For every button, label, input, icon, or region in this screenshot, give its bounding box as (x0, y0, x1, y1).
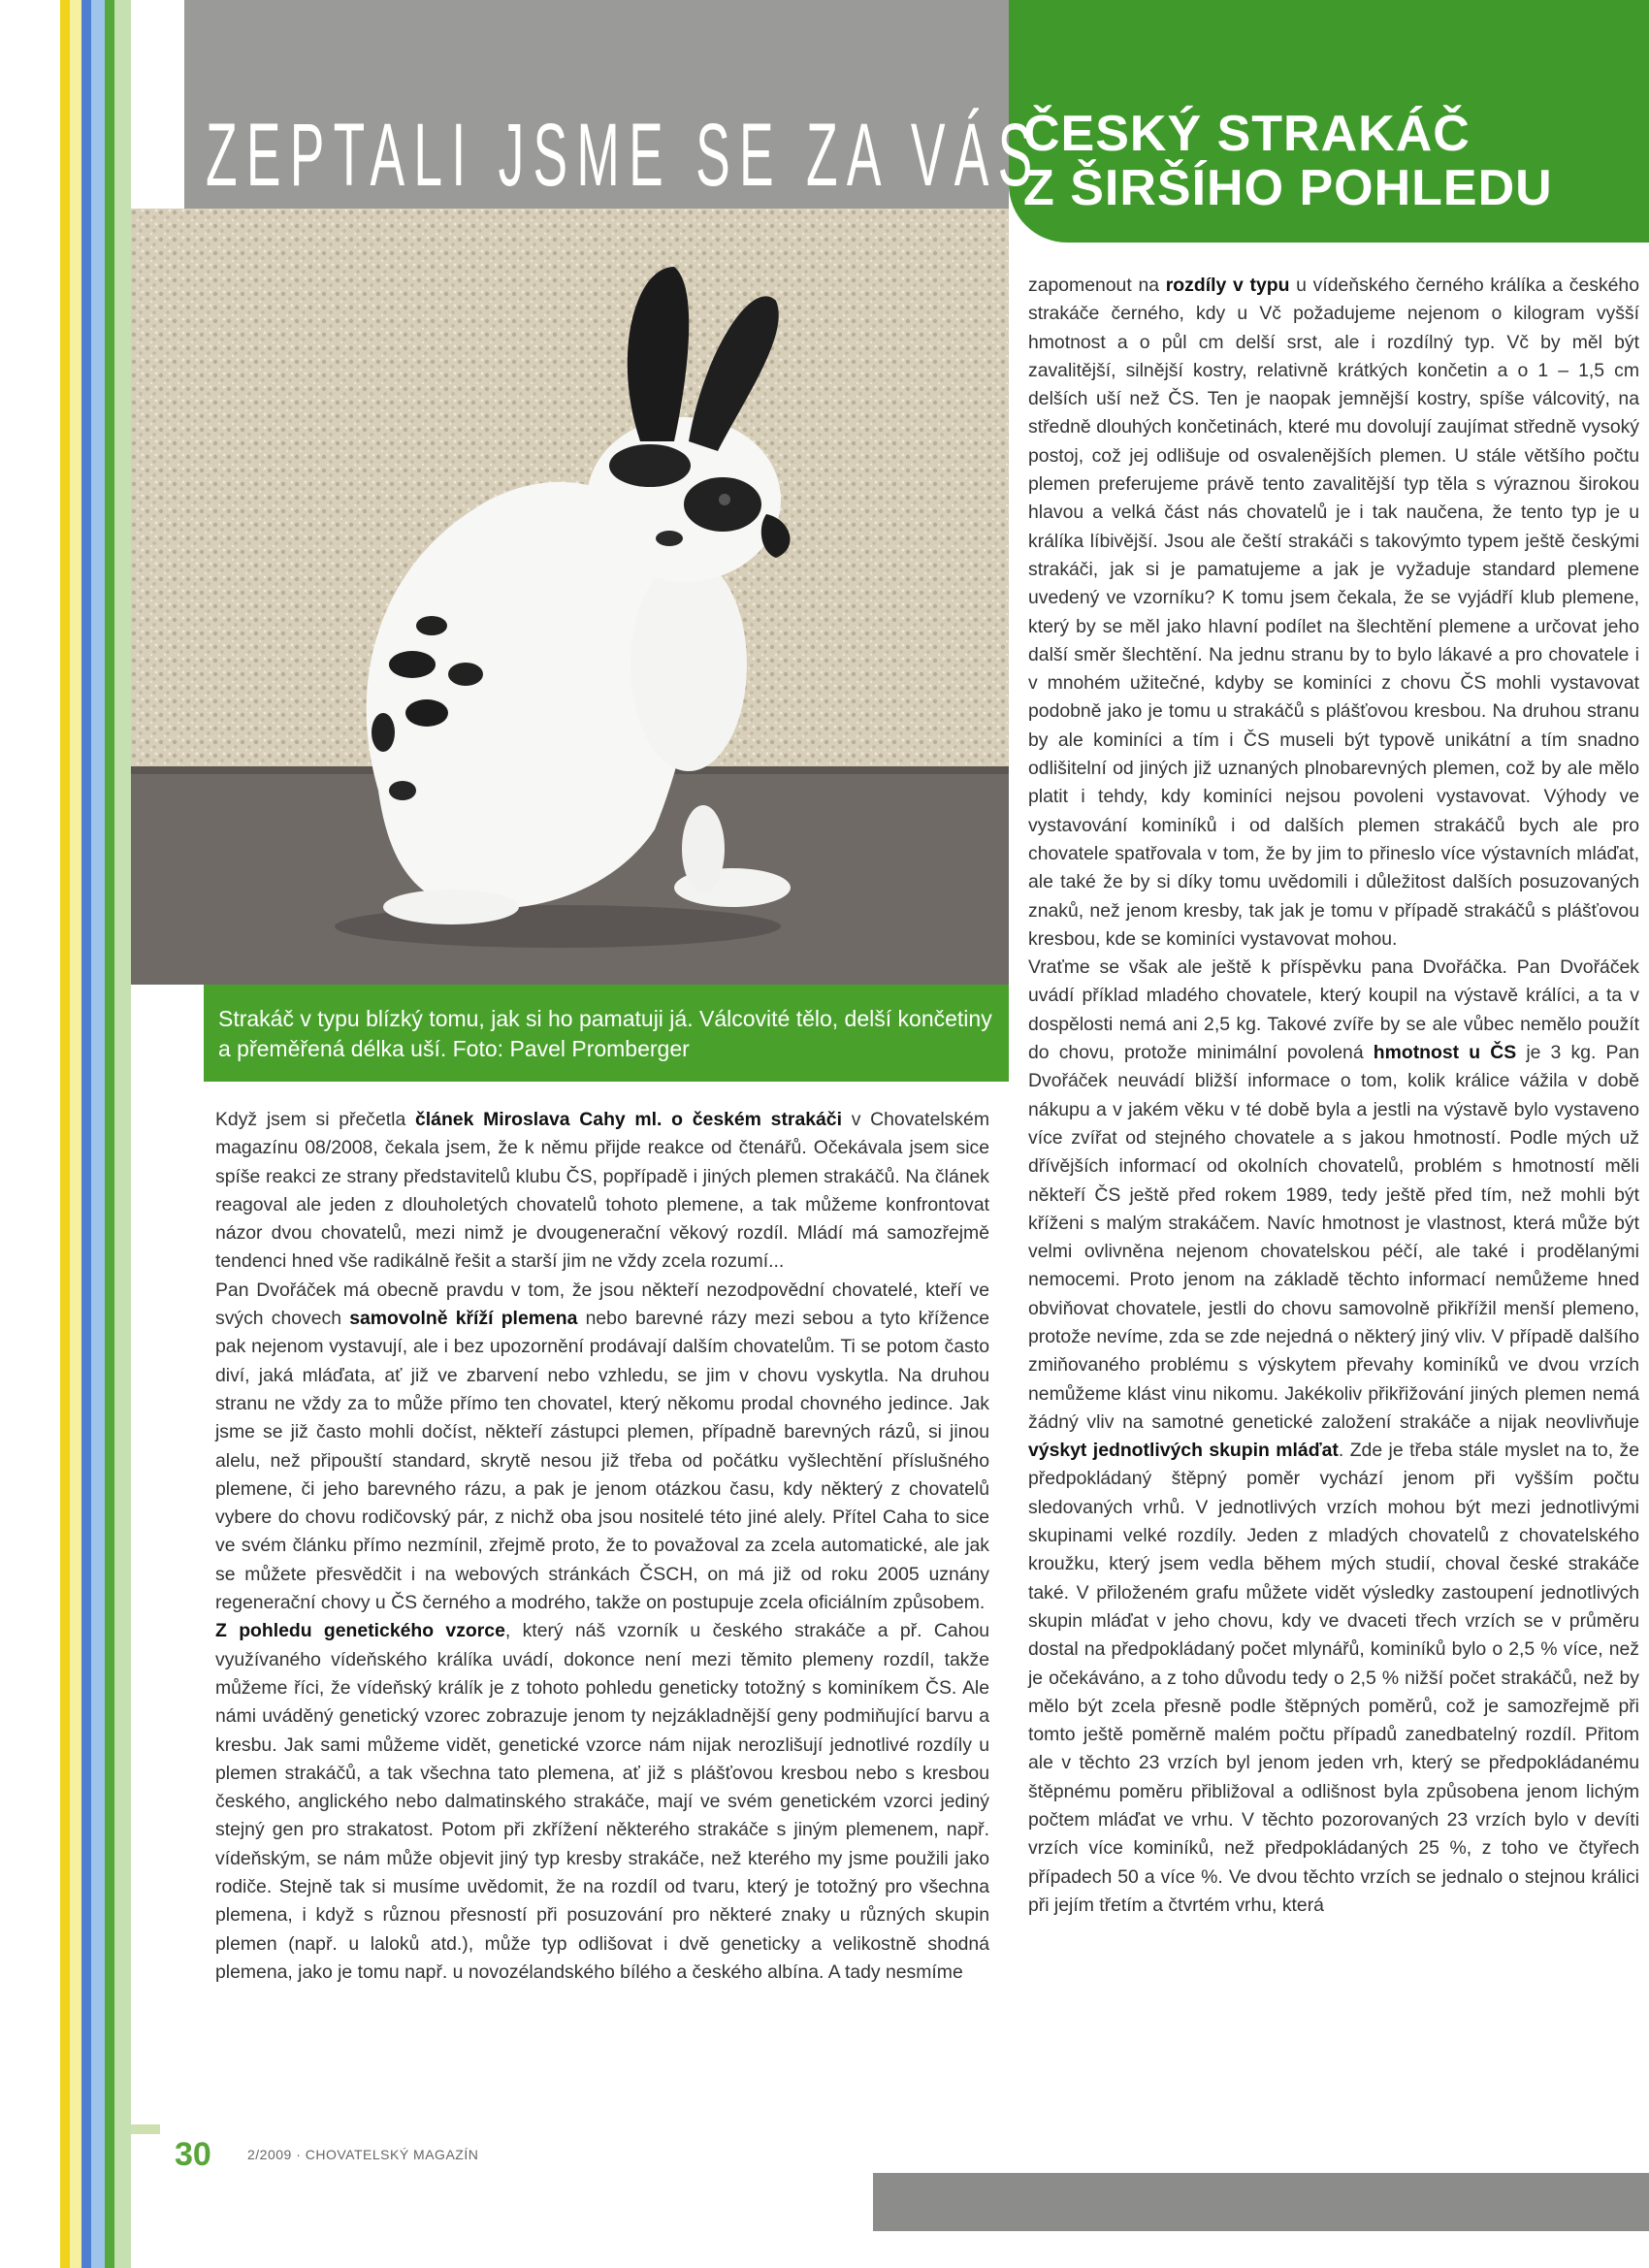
title-line-1: ČESKÝ STRAKÁČ (1023, 106, 1471, 162)
text-run: zapomenout na (1028, 275, 1166, 296)
bottom-gray-bar (873, 2173, 1649, 2231)
text-run: Pan Dvořáček má obecně pravdu v tom, že jsou někteří nezodpovědní chovatelé, kteří ve svých chovech (215, 1279, 989, 1330)
text-run: . Zde je třeba stále myslet na to, že předpokládaný štěpný poměr vychází jenom při vyšším počtu sledovaných vrhů. V jednotlivých vrzích mohou být mezi jednotlivými skupinami velké rozdíly. Jeden z mladých chovatelů z chovatelského kroužku, který jsem vedla během mých studií, choval české strakáče také. V přiloženém grafu můžete vidět výsledky zastoupení jednotlivých skupin mláďat v jeho chovu, kdy ve dvaceti třech vrzích se v průměru dostal na předpokládaný počet mlynářů, kominíků bylo o 2,5 % více, než je očekáváno, a z toho důvodu tedy o 2,5 % nižší počet strakáčů, než by mělo být zcela přesně podle štěpných poměrů, což je samozřejmě při tomto ještě poměrně malém počtu případů zanedbatelný rozdíl. Přitom ale v těchto 23 vrzích byl jenom jeden vrh, který se předpokládanému štěpnému poměru přibližoval a odlišnost byla způsobena jenom lichým počtem mláďat ve vrhu. V těchto pozorovaných 23 vrzích bylo v devíti vrzích více kominíků, než předpokládaných 25 %, z toho ve čtyřech případech 50 a více %. Ve dvou těchto vrzích se jednalo o stejnou králici při jejím třetím a čtvrtém vrhu, která (1028, 1440, 1639, 1916)
emphasis: hmotnost u ČS (1373, 1042, 1517, 1064)
left-paragraph-2 (215, 1277, 989, 1618)
emphasis: samovolně kříží plemena (349, 1308, 578, 1330)
left-paragraph-3 (215, 1617, 989, 1987)
emphasis: Z pohledu genetického vzorce (215, 1620, 505, 1642)
text-run: u vídeňského černého králíka a českého strakáče černého, kdy u Vč požadujeme nejenom o kilogram vyšší hmotnost a o půl cm delší srst, ale i rozdílný typ. Vč by měl být zavalitější, silnější kostry, relativně krátkých končetin a o 1 – 1,5 cm delších uší než ČS. Ten je naopak jemnější kostry, spíše válcovitý, na středně dlouhých končetinách, které mu dovolují zaujímat středně vysoký postoj, což jej odlišuje od osvalenějších plemen. U stále většího počtu plemen preferujeme právě tento zavalitější typ těla s výraznou širokou hlavou a velká část nás chovatelů je i tak naučena, že tento typ je u králíka líbivější. Jsou ale čeští strakáči s takovýmto typem ještě českými strakáči, jak si je pamatujeme a jak je vyžaduje standard plemene uvedený ve vzorníku? K tomu jsem čekala, že se vyjádří klub plemene, který by se měl jako hlavní podílet na šlechtění plemene a určovat jeho další směr šlechtění. Na jednu stranu by to bylo lákavé a pro chovatele i v mnohém užitečné, kdyby se kominíci z chovu ČS mohli vystavovat podobně jako je tomu u strakáčů s plášťovou kresbou. Na druhou stranu by ale kominíci a tím i ČS museli být typově unikátní a tím snadno odlišitelní od jiných již uznaných plnobarevných plemen, což by ale mělo platit i tehdy, kdy kominíci nejsou povoleni vystavovat. Výhody ve vystavování kominíků i od dalších plemen strakáčů bych ale pro chovatele spatřovala v tom, že by jim to přineslo více výstavních mláďat, ale také že by si díky tomu uvědomili i důležitost dalších posuzovaných znaků, než jenom kresby, tak jak je tomu v případě strakáčů s plášťovou kresbou, kde se kominíci vystavovat mohou. (1028, 275, 1639, 950)
text-run: , který náš vzorník u českého strakáče a př. Cahou využívaného vídeňského králíka uvádí, dokonce není mezi těmito plemeny rozdíl, takže můžeme říci, že vídeňský králík je z tohoto pohledu geneticky totožný s kominíkem ČS. Ale námi uváděný genetický vzorec zobrazuje jenom ty nejzákladnější geny podmiňující barvu a kresbu. Jak sami můžeme vidět, genetické vzorce nám nijak nerozlišují jednotlivé rozdíly u plemen strakáčů, a tak všechna tato plemena, ať již s plášťovou kresbou nebo s kresbou českého, anglického nebo dalmatinského strakáče, mají ve svém genetickém vzorci jediný stejný gen pro strakatost. Potom při zkřížení některého strakáče s jiným plemenem, např. vídeňským, se nám může objevit jiný typ kresby strakáče, než kterého my jsme použili jako rodiče. Stejně tak si musíme uvědomit, že na rozdíl od tvaru, který je totožný pro všechna plemena, i když s různou přesností při posuzování pro některé znaky u různých skupin plemen (např. u laloků atd.), může typ odlišovat i dvě geneticky a velikostně shodná plemena, jako je tomu např. u novozélandského bílého a českého albína. A tady nesmíme (215, 1620, 990, 1983)
right-paragraph-1 (1028, 272, 1639, 954)
right-paragraph-2 (1028, 954, 1639, 1920)
right-column (1028, 272, 1639, 1920)
text-run: je 3 kg. Pan Dvořáček neuvádí bližší informace o tom, kolik králice vážila v době nákupu a v jakém věku v té době byla a jestli na výstavě bylo vystaveno více zvířat od stejného chovatele a s jakou hmotností. Podle mých už dřívějších informací od okolních chovatelů, problém s hmotností měli někteří ČS ještě před rokem 1989, tedy ještě před tím, než mohli být kříženi s malým strakáčem. Navíc hmotnost je vlastnost, která může být velmi ovlivněna nejenom chovatelskou péčí, ale také i prodělanými nemocemi. Proto jenom na základě těchto informací nemůžeme hned obviňovat chovatele, jestli do chovu samovolně přikřížil menší plemeno, protože nevíme, zda se zde nejedná o některý jiný vliv. V případě dalšího zmiňovaného problému s výskytem převahy kominíků ve dvou vrzích nemůžeme klást vinu nikomu. Jakékoliv přikřižování jiných plemen nemá žádný vliv na samotné genetické založení strakáče a nijak neovlivňuje (1028, 1042, 1639, 1433)
title-line-2: Z ŠIRŠÍHO POHLEDU (1023, 160, 1553, 216)
page-edge-stripes (0, 0, 131, 2268)
issue-line: 2/2009 · CHOVATELSKÝ MAGAZÍN (247, 2147, 479, 2162)
text-run: Když jsem si přečetla (215, 1109, 415, 1130)
text-run: Vraťme se však ale ještě k příspěvku pana Dvořáčka. Pan Dvořáček uvádí příklad mladého chovatele, který koupil na výstavě králíci, a ta v dospělosti nemá ani 2,5 kg. Takové zvíře by se ale vůbec nemělo použít do chovu, protože minimální povolená (1028, 956, 1639, 1064)
footer-accent (131, 2124, 160, 2134)
page-number: 30 (175, 2136, 211, 2173)
text-run: v Chovatelském magazínu 08/2008, čekala jsem, že k němu přijde reakce od čtenářů. Očekávala jsem sice spíše reakci ze strany představitelů klubu ČS, popřípadě i jiných plemen strakáčů. Na článek reagoval ale jeden z dlouholetých chovatelů tohoto plemene, a tak můžeme konfrontovat názor dvou chovatelů, mezi nimž je dvougenerační věkový rozdíl. Mládí má samozřejmě tendenci hned vše radikálně řešit a starší jim ne vždy zcela rozumí... (215, 1109, 989, 1273)
emphasis: článek Miroslava Cahy ml. o českém strakáči (414, 1109, 842, 1130)
section-kicker: ZEPTALI JSME SE ZA VÁS (206, 106, 1042, 205)
article-title (1023, 107, 1605, 215)
photo-caption: Strakáč v typu blízký tomu, jak si ho pamatuji já. Válcovité tělo, delší končetiny a přeměřená délka uší. Foto: Pavel Promberger (218, 1006, 992, 1061)
emphasis: výskyt jednotlivých skupin mláďat (1028, 1440, 1339, 1462)
rabbit-photo (131, 209, 1009, 985)
rabbit-illustration (131, 209, 1009, 985)
text-run: nebo barevné rázy mezi sebou a tyto křížence pak nejenom vystavují, ale i bez upozornění prodávají dalším chovatelům. Ti se potom často diví, jaká mláďata, ať již ve zbarvení nebo vzhledu, se jim v chovu vyskytla. Na druhou stranu ne vždy za to může přímo ten chovatel, který někomu prodal chovného jedince. Jak jsme se již často mohli dočíst, někteří zástupci plemen, případně barevných rázů, si jinou alelu, než připouští standard, skrytě nesou již třeba od počátku vyšlechtění příslušného plemene, či jeho barevného rázu, a pak je jenom otázkou času, kdy některý z chovatelů vybere do chovu rodičovský pár, z nichž oba jsou nositelé této jiné alely. Přítel Caha to sice ve svém článku přímo nezmínil, zřejmě proto, že to považoval za zcela automatické, ale jak se můžete přesvědčit i na webových stránkách ČSCH, on má již od roku 2005 uznány regenerační chovy u ČS černého a modrého, takže on postupuje zcela oficiálním způsobem. (215, 1308, 989, 1614)
left-paragraph-1 (215, 1106, 989, 1277)
left-column (215, 1106, 989, 1987)
emphasis: rozdíly v typu (1165, 275, 1290, 296)
